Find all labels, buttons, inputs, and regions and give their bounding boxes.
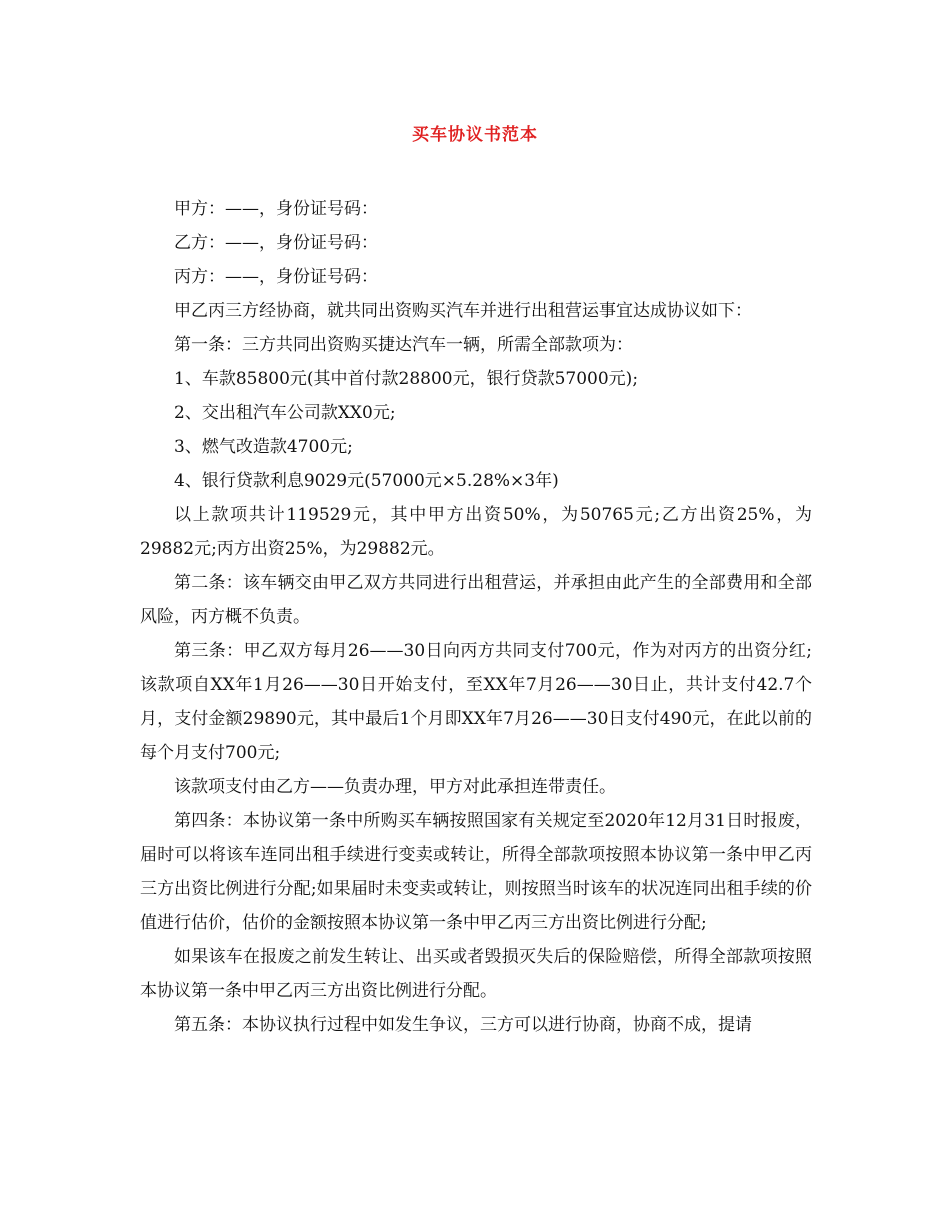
article-1-item-2: 2、交出租汽车公司款XX0元;: [174, 403, 396, 423]
article-3: 第三条：甲乙双方每月26——30日向丙方共同支付700元，作为对丙方的出资分红;该款项自XX年1月26——30日开始支付，至XX年7月26——30日止，共计支付42.7个月，支付金额29890元，其中最后1个月即XX年7月26——30日支付490元，在此以前的每个月支付700元;: [140, 641, 812, 763]
agreement-intro: 甲乙丙三方经协商，就共同出资购买汽车并进行出租营运事宜达成协议如下：: [174, 301, 752, 321]
document-body: [140, 192, 812, 1042]
article-4-note: 如果该车在报废之前发生转让、出买或者毁损灭失后的保险赔偿，所得全部款项按照本协议第一条中甲乙丙三方出资比例进行分配。: [140, 947, 812, 1001]
article-5: 第五条：本协议执行过程中如发生争议，三方可以进行协商，协商不成，提请: [174, 1015, 752, 1035]
article-1-total: 以上款项共计119529元，其中甲方出资50%，为50765元;乙方出资25%，为29882元;丙方出资25%，为29882元。: [140, 505, 812, 559]
article-1-item-3: 3、燃气改造款4700元;: [174, 437, 353, 457]
article-4: 第四条：本协议第一条中所购买车辆按照国家有关规定至2020年12月31日时报废，届时可以将该车连同出租手续进行变卖或转让，所得全部款项按照本协议第一条中甲乙丙三方出资比例进行分配;如果届时未变卖或转让，则按照当时该车的状况连同出租手续的价值进行估价，估价的金额按照本协议第一条中甲乙丙三方出资比例进行分配;: [140, 811, 812, 933]
party-c-line: 丙方：——，身份证号码：: [174, 267, 378, 287]
article-1-item-4: 4、银行贷款利息9029元(57000元×5.28%×3年): [174, 471, 559, 491]
party-b-line: 乙方：——，身份证号码：: [174, 233, 378, 253]
article-2: 第二条：该车辆交由甲乙双方共同进行出租营运，并承担由此产生的全部费用和全部风险，丙方概不负责。: [140, 573, 812, 627]
article-1-item-1: 1、车款85800元(其中首付款28800元，银行贷款57000元);: [174, 369, 639, 389]
party-a-line: 甲方：——，身份证号码：: [174, 199, 378, 219]
document-title: 买车协议书范本: [412, 125, 538, 145]
article-1: 第一条：三方共同出资购买捷达汽车一辆，所需全部款项为：: [174, 335, 633, 355]
article-3-note: 该款项支付由乙方——负责办理，甲方对此承担连带责任。: [174, 777, 616, 797]
